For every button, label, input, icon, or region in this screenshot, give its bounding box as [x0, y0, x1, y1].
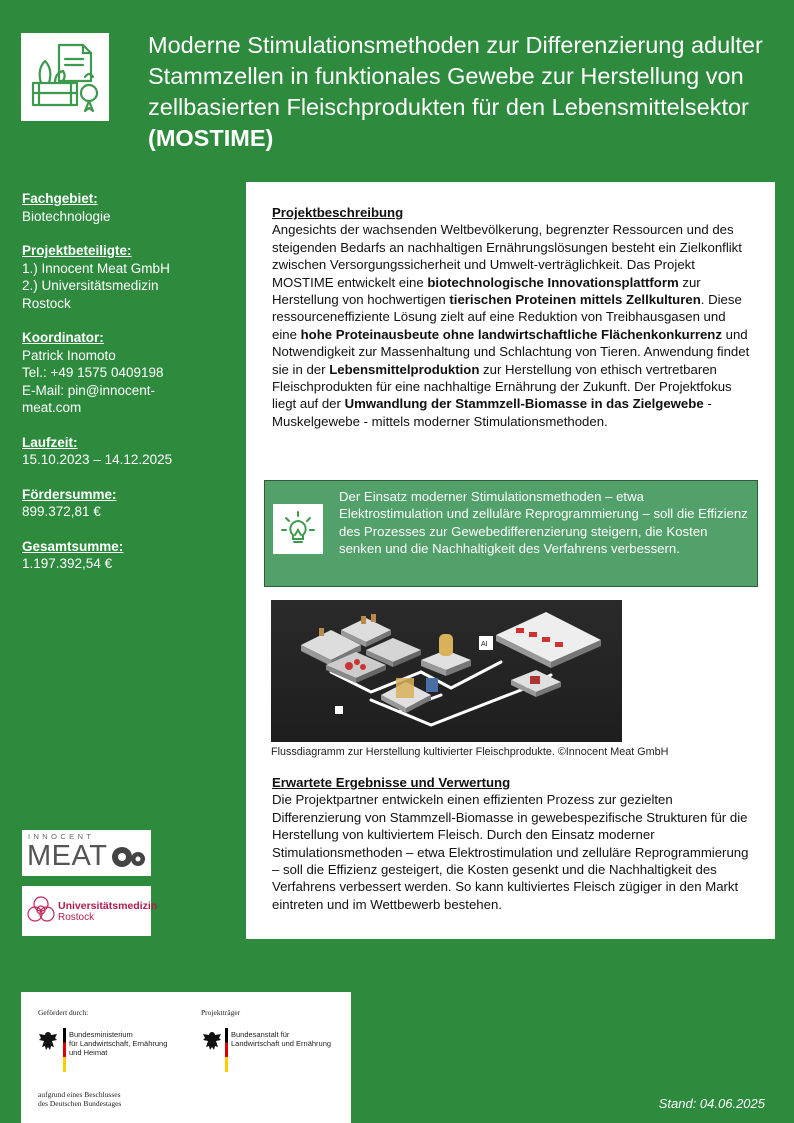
diagram-sign: AI	[481, 641, 488, 648]
process-flow-diagram	[271, 600, 622, 742]
highlight-callout	[264, 480, 758, 587]
coordinator-phone[interactable]: Tel.: +49 1575 0409198	[22, 365, 164, 380]
partners-label: Projektbeteiligte:	[22, 243, 132, 258]
duration-value: 15.10.2023 – 14.12.2025	[22, 452, 173, 467]
lightbulb-icon	[273, 504, 323, 554]
partners-block	[22, 242, 222, 312]
unimedizin-name: Universitätsmedizin	[58, 900, 158, 912]
innocent-meat-logo	[22, 830, 151, 876]
project-logo	[21, 33, 109, 121]
total-amount-label: Gesamtsumme:	[22, 538, 124, 554]
flag-bar	[63, 1028, 66, 1072]
field-label: Fachgebiet:	[22, 191, 98, 206]
innocent-meat-mark-icon	[110, 844, 148, 870]
funding-box	[21, 992, 351, 1123]
bundestag-resolution: aufgrund eines Beschlusses des Deutschen Bundestages	[38, 1090, 122, 1108]
project-agency-label: Projektträger	[201, 1008, 241, 1017]
field-block	[22, 190, 222, 225]
duration-block	[22, 434, 222, 469]
innocent-meat-logo-top: INNOCENT	[28, 832, 95, 841]
total-amount-value: 1.197.392,54 €	[22, 556, 113, 571]
coordinator-email[interactable]: E-Mail: pin@innocent- meat.com	[22, 382, 156, 415]
diagram-caption: Flussdiagramm zur Herstellung kultivierter Fleischprodukte. ©Innocent Meat GmbH	[271, 746, 669, 758]
total-amount-block	[22, 538, 222, 573]
unimedizin-city: Rostock	[58, 912, 95, 923]
results-text: Die Projektpartner entwickeln einen effizienten Prozess zur gezielten Differenzierung von Stammzell-Biomasse in gewebespezifische Strukturen für die Herstellung von kultiviertem Fleisch. Durch den Einsatz moderner Stimulationsmethoden – etwa Elektrostimulation und zelluläre Reprogrammierung – soll die Effizienz gesteigert, die Kosten gesenkt und die Nachhaltigkeit des Verfahrens verbessert werden. So kann kultiviertes Fleisch zügiger in den Markt eintreten und im Wettbewerb bestehen.	[272, 792, 749, 912]
content-card	[246, 182, 775, 939]
agency-name: Bundesanstalt für Landwirtschaft und Ernährung	[231, 1030, 332, 1048]
funding-amount-label: Fördersumme:	[22, 486, 117, 502]
results-heading: Erwartete Ergebnisse und Verwertung	[272, 775, 511, 790]
unimedizin-mark-icon	[25, 894, 57, 926]
ministry-name: Bundesministerium für Landwirtschaft, Ernährung und Heimat	[69, 1030, 168, 1057]
description-heading: Projektbeschreibung	[272, 205, 404, 220]
field-value: Biotechnologie	[22, 208, 111, 224]
coordinator-name: Patrick Inomoto	[22, 347, 116, 363]
results-section	[272, 774, 756, 913]
federal-eagle-icon	[37, 1030, 59, 1052]
flag-bar-2	[225, 1028, 228, 1072]
coordinator-block	[22, 329, 222, 417]
duration-label: Laufzeit:	[22, 434, 78, 450]
project-sidebar	[22, 190, 222, 590]
callout-text: Der Einsatz moderner Stimulationsmethoden – etwa Elektrostimulation und zelluläre Reprogrammierung – soll die Effizienz des Prozesses zur Gewebedifferenzierung steigern, die Kosten senken und die Nachhaltigkeit des Verfahrens verbessern.	[339, 489, 748, 557]
coordinator-label: Koordinator:	[22, 330, 104, 345]
page-title: Moderne Stimulationsmethoden zur Differenzierung adulter Stammzellen in funktionales Gewebe zur Herstellung von zellbasierten Fleischprodukten für den Lebensmittelsektor (MOSTIME)	[148, 32, 763, 151]
innocent-meat-logo-main: MEAT	[27, 840, 108, 872]
funding-amount-value: 899.372,81 €	[22, 504, 101, 519]
unimedizin-rostock-logo	[22, 886, 158, 936]
project-acronym: (MOSTIME)	[148, 125, 274, 151]
funding-amount-block	[22, 486, 222, 521]
partner-1: 1.) Innocent Meat GmbH	[22, 260, 170, 276]
partner-2: 2.) Universitätsmedizin Rostock	[22, 278, 159, 311]
federal-eagle-icon-2	[201, 1030, 223, 1052]
status-date: Stand: 04.06.2025	[658, 1096, 765, 1111]
food-crate-icon	[25, 37, 105, 117]
funded-by-label: Gefördert durch:	[38, 1008, 89, 1017]
description-text: Angesichts der wachsenden Weltbevölkerung, begrenzter Ressourcen und des steigenden Bedarfs an nachhaltigen Ernährungslösungen besteht ein Zielkonflikt zwischen Versorgungssicherheit und Umwelt-verträglichkeit. Das Projekt MOSTIME entwickelt eine biotechnologische Innovationsplattform zur Herstellung von hochwertigen tierischen Proteinen mittels Zellkulturen. Diese ressourceneffiziente Lösung zielt auf eine Reduktion von Treibhausgasen und eine hohe Proteinausbeute ohne landwirtschaftliche Flächenkonkurrenz und Notwendigkeit zur Massenhaltung und Schlachtung von Tieren. Anwendung findet sie in der Lebensmittelproduktion zur Herstellung von ethisch vertretbaren Fleischprodukten für eine nachhaltige Ernährung der Zukunft. Der Projektfokus liegt auf der Umwandlung der Stammzell-Biomasse in das Zielgewebe - Muskelgewebe - mittels moderner Stimulationsmethoden.	[272, 222, 750, 429]
